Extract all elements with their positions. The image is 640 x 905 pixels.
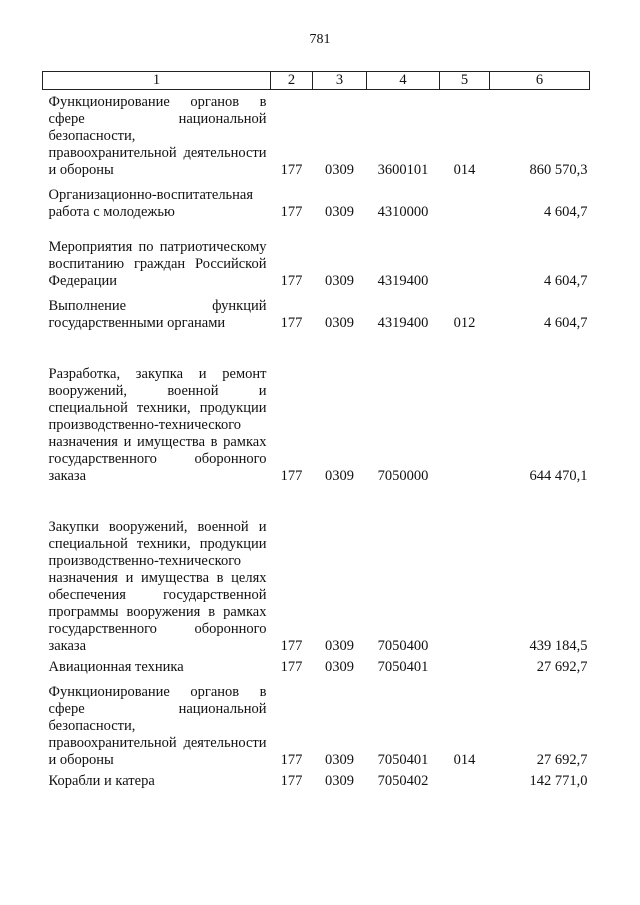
- row-code-4: 4319400: [377, 273, 429, 289]
- table-row: [43, 655, 590, 676]
- row-code-5: [440, 485, 490, 655]
- row-code-4: 7050402: [377, 773, 429, 789]
- row-code-2: 177: [280, 638, 303, 654]
- row-code-2: 177: [280, 315, 303, 331]
- column-header: 2: [271, 72, 313, 90]
- row-code-2: 177: [280, 204, 303, 220]
- row-code-5: [440, 655, 490, 676]
- column-header: 6: [490, 72, 590, 90]
- row-name: Выполнение функций государственными органами: [48, 298, 267, 331]
- table-row: [43, 676, 590, 769]
- column-header: 1: [43, 72, 271, 90]
- row-amount: 4 604,7: [544, 315, 588, 331]
- row-amount: 142 771,0: [529, 773, 588, 789]
- row-code-4: 7050000: [377, 468, 429, 484]
- row-amount: 27 692,7: [536, 659, 588, 675]
- row-amount: 439 184,5: [529, 638, 588, 654]
- row-amount: 644 470,1: [529, 468, 588, 484]
- row-name: Мероприятия по патриотическому воспитанию граждан Российской Федерации: [48, 239, 267, 289]
- row-code-4: 4310000: [377, 204, 429, 220]
- row-code-2: 177: [280, 659, 303, 675]
- row-code-3: 0309: [325, 315, 354, 331]
- column-header: 3: [313, 72, 367, 90]
- row-amount: 27 692,7: [536, 752, 588, 768]
- table-row: [43, 90, 590, 180]
- row-code-3: 0309: [325, 638, 354, 654]
- row-name: Функционирование органов в сфере национальной безопасности, правоохранительной деятельности и обороны: [48, 684, 267, 768]
- row-amount: 860 570,3: [529, 162, 588, 178]
- row-code-5: [440, 221, 490, 290]
- table-row: [43, 221, 590, 290]
- row-code-2: 177: [280, 273, 303, 289]
- budget-table: [42, 71, 590, 790]
- row-amount: 4 604,7: [544, 273, 588, 289]
- table-body: [43, 90, 590, 791]
- row-code-2: 177: [280, 468, 303, 484]
- table-row: [43, 769, 590, 790]
- row-code-2: 177: [280, 773, 303, 789]
- row-code-4: 7050400: [377, 638, 429, 654]
- row-code-4: 4319400: [377, 315, 429, 331]
- column-header: 4: [367, 72, 440, 90]
- page-number: 781: [309, 32, 331, 47]
- row-name: Корабли и катера: [48, 773, 155, 789]
- row-name: Закупки вооружений, военной и специальной техники, продукции производственно-технического назначения и имущества в целях обеспечения государственной программы вооружения в рамках государственного оборонного заказа: [48, 519, 267, 654]
- row-code-5: 012: [453, 315, 476, 331]
- row-code-4: 7050401: [377, 752, 429, 768]
- table-row: [43, 485, 590, 655]
- row-code-3: 0309: [325, 773, 354, 789]
- row-amount: 4 604,7: [544, 204, 588, 220]
- row-name: Разработка, закупка и ремонт вооружений, военной и специальной техники, продукции производственно-технического назначения и имущества в рамках государственного оборонного заказа: [48, 366, 267, 484]
- row-code-2: 177: [280, 752, 303, 768]
- row-code-4: 7050401: [377, 659, 429, 675]
- row-code-5: [440, 179, 490, 221]
- table-row: [43, 290, 590, 332]
- row-name: Авиационная техника: [48, 659, 184, 675]
- row-code-5: 014: [453, 752, 476, 768]
- row-code-3: 0309: [325, 468, 354, 484]
- row-name: Функционирование органов в сфере национальной безопасности, правоохранительной деятельности и обороны: [48, 94, 267, 178]
- row-code-3: 0309: [325, 162, 354, 178]
- row-code-5: 014: [453, 162, 476, 178]
- row-code-3: 0309: [325, 659, 354, 675]
- row-code-3: 0309: [325, 204, 354, 220]
- row-code-5: [440, 332, 490, 485]
- row-code-3: 0309: [325, 752, 354, 768]
- row-code-3: 0309: [325, 273, 354, 289]
- row-code-5: [440, 769, 490, 790]
- table-header: [43, 72, 590, 90]
- column-header: 5: [440, 72, 490, 90]
- row-name: Организационно-воспитательная работа с молодежью: [48, 187, 254, 220]
- table-row: [43, 179, 590, 221]
- table-row: [43, 332, 590, 485]
- row-code-4: 3600101: [377, 162, 429, 178]
- header-row: [43, 72, 590, 90]
- row-code-2: 177: [280, 162, 303, 178]
